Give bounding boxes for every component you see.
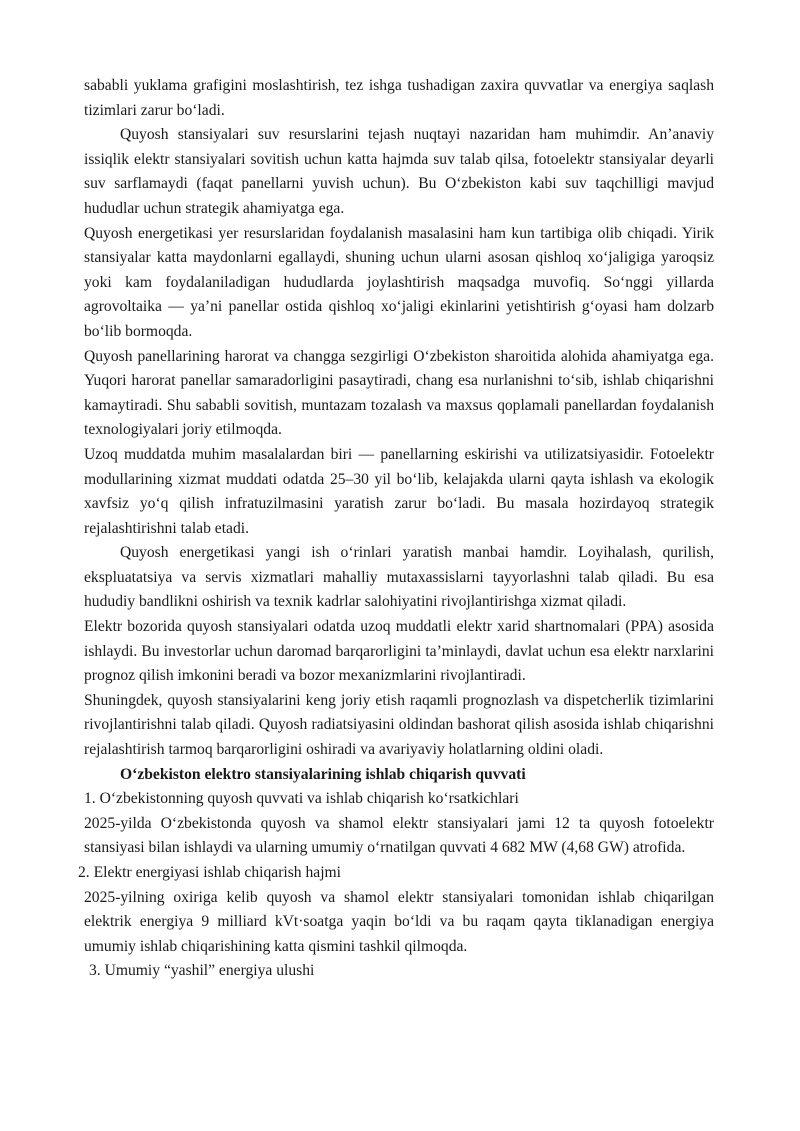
list-item-body-1: 2025-yilda O‘zbekistonda quyosh va shamol elektr stansiyalari jami 12 ta quyosh fotoelektr stansiyasi bilan ishlaydi va ularning umumiy o‘rnatilgan quvvati 4 682 MW (4,68 GW) atrofida. <box>84 814 714 857</box>
paragraph-land-resources: Quyosh energetikasi yer resurslaridan foydalanish masalasini ham kun tartibiga olib chiqadi. Yirik stansiyalar katta maydonlarni egallaydi, shuning uchun ularni asosan qishloq xo‘jaligiga yaroqsiz yoki kam foydalaniladigan hududlarda joylashtirish maqsadga muvofiq. So‘nggi yillarda agrovoltaika — ya’ni panellar ostida qishloq xo‘jaligi ekinlarini yetishtirish g‘oyasi ham dolzarb bo‘lib bormoqda. <box>84 224 714 340</box>
list-item-title-2: 2. Elektr energiyasi ishlab chiqarish hajmi <box>78 864 342 881</box>
paragraph-jobs: Quyosh energetikasi yangi ish o‘rinlari yaratish manbai hamdir. Loyihalash, qurilish, ekspluatatsiya va servis xizmatlari mahalliy mutaxassislarni tayyorlashni talab qiladi. Bu esa hududiy bandlikni oshirish va texnik kadrlar salohiyatini rivojlantirishga xizmat qiladi. <box>84 544 714 611</box>
paragraph-ppa-market: Elektr bozorida quyosh stansiyalari odatda uzoq muddatli elektr xarid shartnomalari (PPA) asosida ishlaydi. Bu investorlar uchun daromad barqarorligini ta’minlaydi, davlat uchun esa elektr narxlarini prognoz qilish imkonini beradi va bozor mexanizmlarini rivojlantiradi. <box>84 618 714 685</box>
list-item-title-1: 1. O‘zbekistonning quyosh quvvati va ishlab chiqarish ko‘rsatkichlari <box>84 790 519 808</box>
section-heading: O‘zbekiston elektro stansiyalarining ishlab chiqarish quvvati <box>120 765 526 783</box>
paragraph-water-resources: Quyosh stansiyalari suv resurslarini tejash nuqtayi nazaridan ham muhimdir. An’anaviy issiqlik elektr stansiyalari sovitish uchun katta hajmda suv talab qilsa, fotoelektr stansiyalar deyarli suv sarflamaydi (faqat panellarni yuvish uchun). Bu O‘zbekiston kabi suv taqchilligi mavjud hududlar uchun strategik ahamiyatga ega. <box>84 126 714 217</box>
list-item-body-2: 2025-yilning oxiriga kelib quyosh va shamol elektr stansiyalari tomonidan ishlab chiqarilgan elektrik energiya 9 milliard kVt·soatga yaqin bo‘ldi va bu raqam qayta tiklanadigan energiya umumiy ishlab chiqarishining katta qismini tashkil qilmoqda. <box>84 888 714 955</box>
paragraph-load-scheduling: sababli yuklama grafigini moslashtirish, tez ishga tushadigan zaxira quvvatlar va energiya saqlash tizimlari zarur bo‘ladi. <box>84 77 714 119</box>
paragraph-forecasting: Shuningdek, quyosh stansiyalarini keng joriy etish raqamli prognozlash va dispetcherlik tizimlarini rivojlantirishni talab qiladi. Quyosh radiatsiyasini oldindan bashorat qilish asosida ishlab chiqarishni rejalashtirish tarmoq barqarorligini oshiradi va avariyaviy holatlarning oldini oladi. <box>84 691 714 759</box>
document-body <box>78 74 714 984</box>
list-item-title-3: 3. Umumiy “yashil” energiya ulushi <box>89 962 315 980</box>
paragraph-panel-recycling: Uzoq muddatda muhim masalalardan biri — panellarning eskirishi va utilizatsiyasidir. Fotoelektr modullarining xizmat muddati odatda 25–30 yil bo‘lib, kelajakda ularni qayta ishlash va ekologik xavfsiz yo‘q qilish infratuzilmasini yaratish zarur bo‘ladi. Bu masala hozirdayoq strategik rejalashtirishni talab etadi. <box>84 445 714 537</box>
paragraph-temperature-dust: Quyosh panellarining harorat va changga sezgirligi O‘zbekiston sharoitida alohida ahamiyatga ega. Yuqori harorat panellar samaradorligini pasaytiradi, chang esa nurlanishni to‘sib, ishlab chiqarishni kamaytiradi. Shu sababli sovitish, muntazam tozalash va maxsus qoplamali panellardan foydalanish texnologiyalari joriy etilmoqda. <box>84 347 714 439</box>
